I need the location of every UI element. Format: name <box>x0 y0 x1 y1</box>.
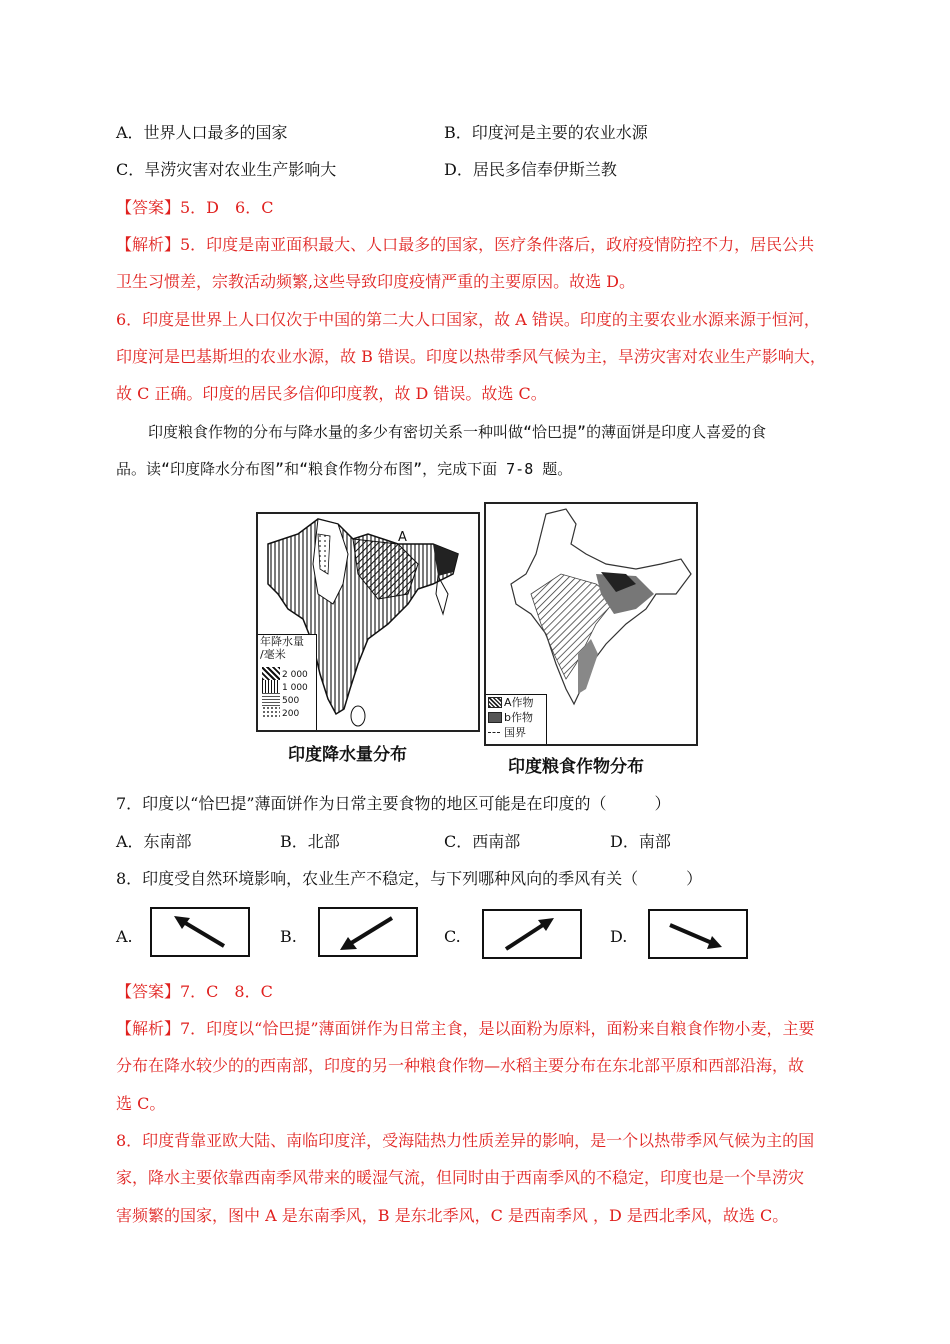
arrow-northwest-icon <box>152 909 248 955</box>
q7-option-a: A．东南部 <box>116 832 192 851</box>
analysis-line: 印度河是巴基斯坦的农业水源，故 B 错误。印度以热带季风气候为主，旱涝灾害对农业生产影响大， <box>116 347 826 366</box>
crop-b-swatch <box>488 712 502 723</box>
legend-swatches <box>262 667 280 721</box>
q8-label-c: C. <box>444 927 461 946</box>
crop-map <box>484 502 698 746</box>
analysis-line: 【解析】5．印度是南亚面积最大、人口最多的国家，医疗条件落后，政府疫情防控不力，居民公共 <box>116 235 815 254</box>
legend-crop-a: A作物 <box>504 696 534 709</box>
legend-2000: 2 000 <box>282 670 308 680</box>
arrow-southwest-icon <box>320 909 416 955</box>
border-swatch <box>488 732 500 734</box>
q8-label-d: D. <box>610 927 628 946</box>
answer-7-8: 【答案】7．C 8．C <box>116 982 273 1001</box>
crop-map-caption: 印度粮食作物分布 <box>508 757 644 777</box>
legend-border: 国界 <box>504 726 526 739</box>
legend-1000: 1 000 <box>282 683 308 693</box>
q8-option-b-box <box>318 907 418 957</box>
legend-unit: /毫米 <box>260 648 286 661</box>
analysis-line: 6．印度是世界上人口仅次于中国的第二大人口国家，故 A 错误。印度的主要农业水源来源于恒河， <box>116 310 820 329</box>
q7-option-c: C．西南部 <box>444 832 521 851</box>
q6-option-b: B．印度河是主要的农业水源 <box>444 123 648 142</box>
answer-5-6: 【答案】5．D 6．C <box>116 198 274 217</box>
arrow-southeast-icon <box>650 911 746 957</box>
rainfall-legend <box>258 634 317 731</box>
legend-title: 年降水量 <box>260 635 304 648</box>
rainfall-map-caption: 印度降水量分布 <box>288 745 407 765</box>
q6-option-d: D．居民多信奉伊斯兰教 <box>444 160 617 179</box>
analysis-line: 卫生习惯差，宗教活动频繁,这些导致印度疫情严重的主要原因。故选 D。 <box>116 272 636 291</box>
legend-500: 500 <box>282 696 300 706</box>
legend-crop-b: b作物 <box>504 711 533 724</box>
analysis-line: 家，降水主要依靠西南季风带来的暖湿气流，但同时由于西南季风的不稳定，印度也是一个旱涝灾 <box>116 1168 805 1187</box>
q8-option-c-box <box>482 909 582 959</box>
q7-option-d: D．南部 <box>610 832 671 851</box>
rainfall-map <box>256 512 480 732</box>
crop-a-swatch <box>488 697 502 708</box>
intro-line: 品。读“印度降水分布图”和“粮食作物分布图”，完成下面 7-8 题。 <box>116 460 573 478</box>
legend-200: 200 <box>282 709 300 719</box>
analysis-line: 8．印度背靠亚欧大陆、南临印度洋，受海陆热力性质差异的影响，是一个以热带季风气候为主的国 <box>116 1131 815 1150</box>
q6-option-a: A．世界人口最多的国家 <box>116 123 288 142</box>
intro-line: 印度粮食作物的分布与降水量的多少有密切关系一种叫做“恰巴提”的薄面饼是印度人喜爱的食 <box>148 423 767 441</box>
q6-option-c: C．旱涝灾害对农业生产影响大 <box>116 160 337 179</box>
arrow-northeast-icon <box>484 911 580 957</box>
q7-stem: 7．印度以“恰巴提”薄面饼作为日常主要食物的地区可能是在印度的（ ） <box>116 794 671 813</box>
map-label-a: A <box>398 530 407 545</box>
q7-option-b: B．北部 <box>280 832 340 851</box>
crop-legend <box>486 694 547 745</box>
analysis-line: 选 C。 <box>116 1094 166 1113</box>
q8-label-a: A. <box>116 927 133 946</box>
q8-option-d-box <box>648 909 748 959</box>
analysis-line: 分布在降水较少的的西南部，印度的另一种粮食作物—水稻主要分布在东北部平原和西部沿海，故 <box>116 1056 805 1075</box>
q8-label-b: B. <box>280 927 297 946</box>
analysis-line: 故 C 正确。印度的居民多信仰印度教，故 D 错误。故选 C。 <box>116 384 547 403</box>
q8-option-a-box <box>150 907 250 957</box>
q8-stem: 8．印度受自然环境影响，农业生产不稳定，与下列哪种风向的季风有关（ ） <box>116 869 703 888</box>
analysis-line: 【解析】7．印度以“恰巴提”薄面饼作为日常主食，是以面粉为原料，面粉来自粮食作物小麦，主要 <box>116 1019 815 1038</box>
analysis-line: 害频繁的国家，图中 A 是东南季风，B 是东北季风，C 是西南季风 ，D 是西北季风，故选 C。 <box>116 1206 789 1225</box>
